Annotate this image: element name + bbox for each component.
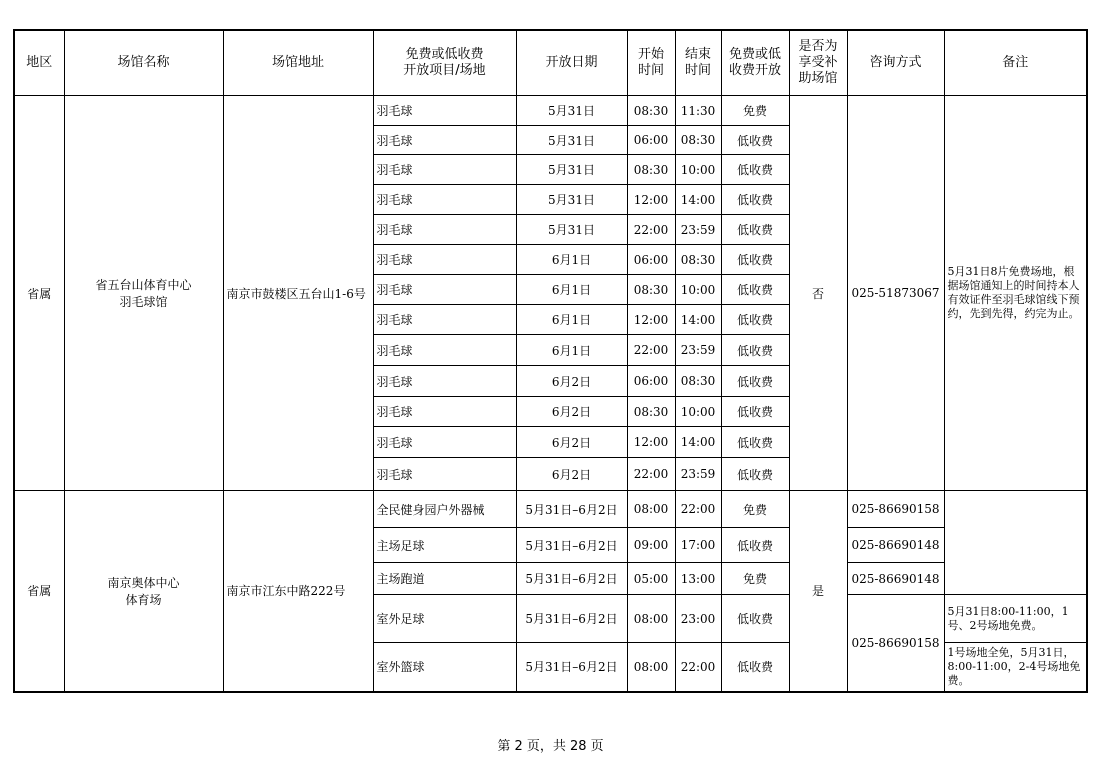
table-row xyxy=(14,96,1087,126)
item-cell: 羽毛球 xyxy=(373,275,516,305)
contact-cell: 025-51873067 xyxy=(847,96,944,491)
header-start: 开始 时间 xyxy=(627,30,675,96)
subsidized-cell: 是 xyxy=(789,491,847,692)
date-cell: 6月2日 xyxy=(516,458,627,491)
end-time-cell: 08:30 xyxy=(675,245,721,275)
start-time-cell: 08:30 xyxy=(627,96,675,126)
end-time-cell: 10:00 xyxy=(675,155,721,185)
fee-cell: 低收费 xyxy=(721,397,789,427)
fee-cell: 低收费 xyxy=(721,427,789,458)
fee-cell: 低收费 xyxy=(721,643,789,692)
start-time-cell: 08:30 xyxy=(627,397,675,427)
start-time-cell: 22:00 xyxy=(627,215,675,245)
item-cell: 室外篮球 xyxy=(373,643,516,692)
start-time-cell: 08:30 xyxy=(627,155,675,185)
end-time-cell: 14:00 xyxy=(675,185,721,215)
note-cell: 5月31日8片免费场地，根据场馆通知上的时间持本人有效证件至羽毛球馆线下预约，先到先得，约完为止。 xyxy=(944,96,1087,491)
date-cell: 5月31日 xyxy=(516,155,627,185)
date-cell: 6月1日 xyxy=(516,305,627,335)
item-cell: 羽毛球 xyxy=(373,427,516,458)
end-time-cell: 14:00 xyxy=(675,427,721,458)
fee-cell: 低收费 xyxy=(721,595,789,643)
date-cell: 5月31日–6月2日 xyxy=(516,491,627,528)
fee-cell: 免费 xyxy=(721,491,789,528)
header-end: 结束 时间 xyxy=(675,30,721,96)
date-cell: 6月1日 xyxy=(516,245,627,275)
date-cell: 6月1日 xyxy=(516,335,627,366)
start-time-cell: 22:00 xyxy=(627,335,675,366)
end-time-cell: 22:00 xyxy=(675,643,721,692)
fee-cell: 低收费 xyxy=(721,366,789,397)
address-cell: 南京市鼓楼区五台山1-6号 xyxy=(223,96,373,491)
page-footer: 第 2 页，共 28 页 xyxy=(497,739,604,754)
fee-cell: 低收费 xyxy=(721,215,789,245)
end-time-cell: 10:00 xyxy=(675,397,721,427)
date-cell: 6月1日 xyxy=(516,275,627,305)
end-time-cell: 23:59 xyxy=(675,458,721,491)
header-contact: 咨询方式 xyxy=(847,30,944,96)
item-cell: 羽毛球 xyxy=(373,126,516,155)
end-time-cell: 17:00 xyxy=(675,528,721,563)
fee-cell: 低收费 xyxy=(721,335,789,366)
header-address: 场馆地址 xyxy=(223,30,373,96)
table-row xyxy=(14,491,1087,528)
fee-cell: 免费 xyxy=(721,96,789,126)
date-cell: 5月31日 xyxy=(516,185,627,215)
venue-name-cell: 南京奥体中心 体育场 xyxy=(64,491,223,692)
item-cell: 羽毛球 xyxy=(373,245,516,275)
end-time-cell: 22:00 xyxy=(675,491,721,528)
start-time-cell: 06:00 xyxy=(627,366,675,397)
date-cell: 5月31日 xyxy=(516,215,627,245)
item-cell: 羽毛球 xyxy=(373,215,516,245)
item-cell: 全民健身园户外器械 xyxy=(373,491,516,528)
region-cell: 省属 xyxy=(14,491,64,692)
end-time-cell: 23:59 xyxy=(675,215,721,245)
venue1-body xyxy=(14,96,1087,491)
header-note: 备注 xyxy=(944,30,1087,96)
end-time-cell: 23:59 xyxy=(675,335,721,366)
fee-cell: 低收费 xyxy=(721,528,789,563)
start-time-cell: 08:00 xyxy=(627,491,675,528)
end-time-cell: 23:00 xyxy=(675,595,721,643)
start-time-cell: 08:00 xyxy=(627,643,675,692)
header-fee: 免费或低 收费开放 xyxy=(721,30,789,96)
header-venue-name: 场馆名称 xyxy=(64,30,223,96)
venue-table xyxy=(13,29,1088,693)
start-time-cell: 22:00 xyxy=(627,458,675,491)
item-cell: 羽毛球 xyxy=(373,96,516,126)
date-cell: 5月31日–6月2日 xyxy=(516,528,627,563)
start-time-cell: 06:00 xyxy=(627,126,675,155)
contact-cell: 025-86690158 xyxy=(847,595,944,692)
fee-cell: 低收费 xyxy=(721,245,789,275)
start-time-cell: 08:00 xyxy=(627,595,675,643)
item-cell: 羽毛球 xyxy=(373,335,516,366)
subsidized-cell: 否 xyxy=(789,96,847,491)
date-cell: 6月2日 xyxy=(516,427,627,458)
venue-name-cell: 省五台山体育中心 羽毛球馆 xyxy=(64,96,223,491)
end-time-cell: 13:00 xyxy=(675,563,721,595)
fee-cell: 低收费 xyxy=(721,155,789,185)
date-cell: 5月31日–6月2日 xyxy=(516,563,627,595)
region-cell: 省属 xyxy=(14,96,64,491)
fee-cell: 低收费 xyxy=(721,458,789,491)
item-cell: 羽毛球 xyxy=(373,366,516,397)
date-cell: 5月31日–6月2日 xyxy=(516,643,627,692)
item-cell: 主场足球 xyxy=(373,528,516,563)
date-cell: 5月31日–6月2日 xyxy=(516,595,627,643)
header-row xyxy=(14,30,1087,96)
item-cell: 室外足球 xyxy=(373,595,516,643)
contact-cell: 025-86690158 xyxy=(847,491,944,528)
item-cell: 羽毛球 xyxy=(373,155,516,185)
end-time-cell: 08:30 xyxy=(675,126,721,155)
start-time-cell: 05:00 xyxy=(627,563,675,595)
date-cell: 6月2日 xyxy=(516,366,627,397)
fee-cell: 免费 xyxy=(721,563,789,595)
end-time-cell: 08:30 xyxy=(675,366,721,397)
start-time-cell: 06:00 xyxy=(627,245,675,275)
fee-cell: 低收费 xyxy=(721,126,789,155)
end-time-cell: 10:00 xyxy=(675,275,721,305)
start-time-cell: 12:00 xyxy=(627,305,675,335)
date-cell: 5月31日 xyxy=(516,96,627,126)
end-time-cell: 14:00 xyxy=(675,305,721,335)
contact-cell: 025-86690148 xyxy=(847,563,944,595)
fee-cell: 低收费 xyxy=(721,305,789,335)
header-subsidized: 是否为 享受补 助场馆 xyxy=(789,30,847,96)
date-cell: 6月2日 xyxy=(516,397,627,427)
item-cell: 羽毛球 xyxy=(373,305,516,335)
venue2-body xyxy=(14,491,1087,692)
item-cell: 羽毛球 xyxy=(373,185,516,215)
header-item: 免费或低收费 开放项目/场地 xyxy=(373,30,516,96)
start-time-cell: 08:30 xyxy=(627,275,675,305)
contact-cell: 025-86690148 xyxy=(847,528,944,563)
start-time-cell: 09:00 xyxy=(627,528,675,563)
fee-cell: 低收费 xyxy=(721,275,789,305)
start-time-cell: 12:00 xyxy=(627,427,675,458)
header-region: 地区 xyxy=(14,30,64,96)
fee-cell: 低收费 xyxy=(721,185,789,215)
item-cell: 羽毛球 xyxy=(373,397,516,427)
address-cell: 南京市江东中路222号 xyxy=(223,491,373,692)
note-cell: 5月31日8:00-11:00，1号、2号场地免费。 xyxy=(944,595,1087,643)
end-time-cell: 11:30 xyxy=(675,96,721,126)
start-time-cell: 12:00 xyxy=(627,185,675,215)
item-cell: 主场跑道 xyxy=(373,563,516,595)
note-cell: 1号场地全免，5月31日，8:00-11:00，2-4号场地免费。 xyxy=(944,643,1087,692)
date-cell: 5月31日 xyxy=(516,126,627,155)
note-cell-empty xyxy=(944,491,1087,595)
item-cell: 羽毛球 xyxy=(373,458,516,491)
header-date: 开放日期 xyxy=(516,30,627,96)
